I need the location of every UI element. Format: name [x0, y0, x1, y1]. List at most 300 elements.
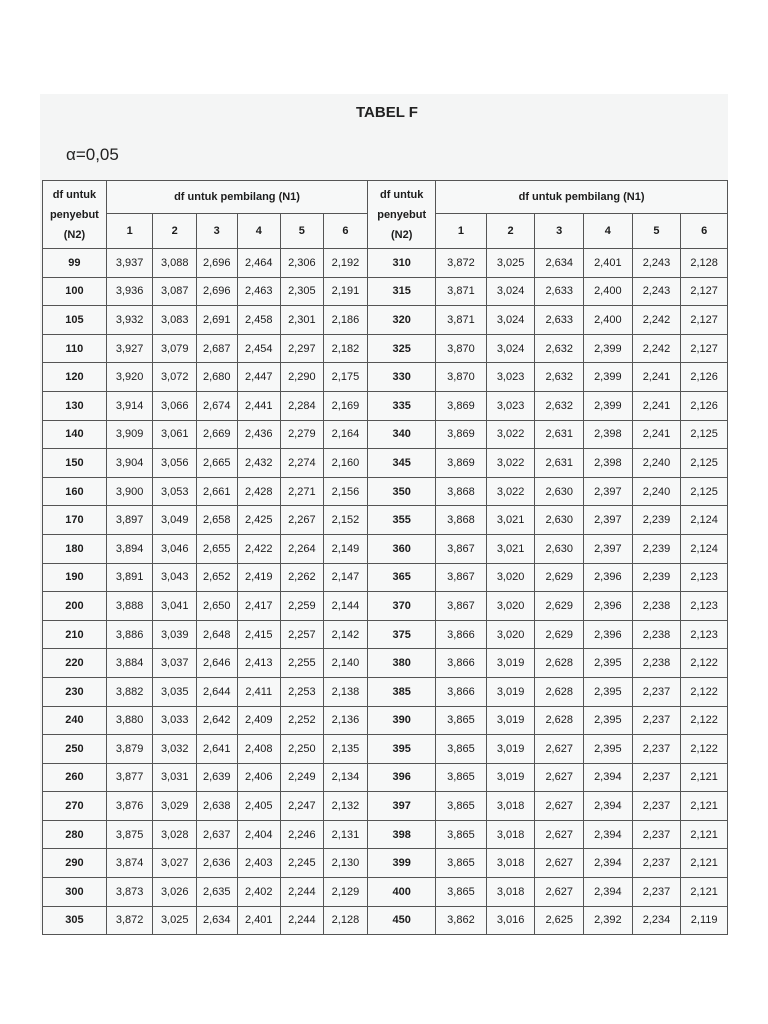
- value-cell: 2,398: [584, 449, 633, 478]
- df-cell-right: 360: [368, 534, 436, 563]
- value-cell: 3,909: [106, 420, 153, 449]
- value-cell: 2,238: [632, 620, 681, 649]
- column-header: 4: [237, 214, 281, 249]
- value-cell: 3,035: [153, 677, 197, 706]
- value-cell: 2,237: [632, 792, 681, 821]
- value-cell: 2,401: [237, 906, 281, 935]
- table-row: [43, 306, 728, 335]
- value-cell: 2,642: [196, 706, 237, 735]
- value-cell: 2,244: [281, 906, 324, 935]
- value-cell: 2,633: [535, 277, 584, 306]
- table-row: [43, 906, 728, 935]
- value-cell: 2,463: [237, 277, 281, 306]
- value-cell: 2,240: [632, 449, 681, 478]
- value-cell: 2,242: [632, 306, 681, 335]
- value-cell: 3,897: [106, 506, 153, 535]
- df-numerator-header-right: df untuk pembilang (N1): [436, 181, 728, 214]
- df-cell-left: 160: [43, 477, 107, 506]
- value-cell: 2,628: [535, 706, 584, 735]
- value-cell: 3,020: [486, 620, 535, 649]
- value-cell: 3,025: [153, 906, 197, 935]
- value-cell: 2,242: [632, 334, 681, 363]
- value-cell: 2,396: [584, 592, 633, 621]
- value-cell: 3,891: [106, 563, 153, 592]
- value-cell: 2,629: [535, 563, 584, 592]
- value-cell: 3,018: [486, 849, 535, 878]
- value-cell: 2,149: [323, 534, 368, 563]
- table-body: [43, 249, 728, 935]
- value-cell: 2,674: [196, 391, 237, 420]
- value-cell: 3,018: [486, 792, 535, 821]
- df-cell-right: 315: [368, 277, 436, 306]
- value-cell: 3,019: [486, 735, 535, 764]
- value-cell: 3,031: [153, 763, 197, 792]
- value-cell: 2,241: [632, 391, 681, 420]
- value-cell: 2,259: [281, 592, 324, 621]
- value-cell: 2,691: [196, 306, 237, 335]
- value-cell: 3,875: [106, 820, 153, 849]
- value-cell: 3,868: [436, 477, 487, 506]
- value-cell: 2,121: [681, 792, 728, 821]
- df-cell-right: 320: [368, 306, 436, 335]
- value-cell: 2,415: [237, 620, 281, 649]
- value-cell: 2,121: [681, 849, 728, 878]
- value-cell: 2,635: [196, 878, 237, 907]
- value-cell: 2,125: [681, 449, 728, 478]
- value-cell: 2,127: [681, 306, 728, 335]
- value-cell: 2,132: [323, 792, 368, 821]
- df-cell-left: 250: [43, 735, 107, 764]
- value-cell: 3,041: [153, 592, 197, 621]
- value-cell: 2,627: [535, 878, 584, 907]
- value-cell: 2,641: [196, 735, 237, 764]
- value-cell: 2,400: [584, 277, 633, 306]
- value-cell: 2,464: [237, 249, 281, 278]
- df-cell-right: 370: [368, 592, 436, 621]
- column-header: 2: [486, 214, 535, 249]
- value-cell: 3,879: [106, 735, 153, 764]
- column-header: 6: [681, 214, 728, 249]
- value-cell: 2,246: [281, 820, 324, 849]
- value-cell: 2,134: [323, 763, 368, 792]
- value-cell: 3,056: [153, 449, 197, 478]
- value-cell: 3,019: [486, 649, 535, 678]
- value-cell: 3,039: [153, 620, 197, 649]
- value-cell: 2,129: [323, 878, 368, 907]
- df-denominator-line-3: (N2): [390, 228, 413, 241]
- value-cell: 2,237: [632, 706, 681, 735]
- value-cell: 2,401: [584, 249, 633, 278]
- df-cell-left: 130: [43, 391, 107, 420]
- value-cell: 3,884: [106, 649, 153, 678]
- value-cell: 2,123: [681, 592, 728, 621]
- value-cell: 2,252: [281, 706, 324, 735]
- value-cell: 3,936: [106, 277, 153, 306]
- value-cell: 2,632: [535, 334, 584, 363]
- value-cell: 3,894: [106, 534, 153, 563]
- df-cell-left: 300: [43, 878, 107, 907]
- value-cell: 2,632: [535, 363, 584, 392]
- value-cell: 2,394: [584, 763, 633, 792]
- value-cell: 2,186: [323, 306, 368, 335]
- df-cell-right: 395: [368, 735, 436, 764]
- column-header: 3: [535, 214, 584, 249]
- value-cell: 2,122: [681, 649, 728, 678]
- value-cell: 2,192: [323, 249, 368, 278]
- df-cell-right: 375: [368, 620, 436, 649]
- table-row: [43, 820, 728, 849]
- value-cell: 2,395: [584, 649, 633, 678]
- value-cell: 2,122: [681, 706, 728, 735]
- value-cell: 2,631: [535, 420, 584, 449]
- value-cell: 3,877: [106, 763, 153, 792]
- value-cell: 2,398: [584, 420, 633, 449]
- df-cell-left: 190: [43, 563, 107, 592]
- value-cell: 2,257: [281, 620, 324, 649]
- df-numerator-header-left: df untuk pembilang (N1): [106, 181, 367, 214]
- value-cell: 2,413: [237, 649, 281, 678]
- value-cell: 3,869: [436, 391, 487, 420]
- df-cell-right: 398: [368, 820, 436, 849]
- df-cell-right: 340: [368, 420, 436, 449]
- value-cell: 2,234: [632, 906, 681, 935]
- value-cell: 2,408: [237, 735, 281, 764]
- value-cell: 2,128: [323, 906, 368, 935]
- value-cell: 2,121: [681, 763, 728, 792]
- value-cell: 2,255: [281, 649, 324, 678]
- value-cell: 3,865: [436, 820, 487, 849]
- value-cell: 2,138: [323, 677, 368, 706]
- value-cell: 2,696: [196, 249, 237, 278]
- value-cell: 3,019: [486, 763, 535, 792]
- value-cell: 3,867: [436, 592, 487, 621]
- value-cell: 2,131: [323, 820, 368, 849]
- value-cell: 3,027: [153, 849, 197, 878]
- alpha-level: α=0,05: [66, 145, 119, 164]
- value-cell: 2,630: [535, 506, 584, 535]
- table-row: [43, 363, 728, 392]
- value-cell: 2,630: [535, 477, 584, 506]
- value-cell: 2,411: [237, 677, 281, 706]
- value-cell: 3,028: [153, 820, 197, 849]
- value-cell: 2,305: [281, 277, 324, 306]
- value-cell: 3,882: [106, 677, 153, 706]
- table-row: [43, 735, 728, 764]
- df-cell-left: 280: [43, 820, 107, 849]
- value-cell: 3,900: [106, 477, 153, 506]
- column-header: 1: [436, 214, 487, 249]
- value-cell: 2,250: [281, 735, 324, 764]
- table-row: [43, 620, 728, 649]
- df-cell-right: 399: [368, 849, 436, 878]
- value-cell: 2,126: [681, 391, 728, 420]
- value-cell: 2,395: [584, 706, 633, 735]
- df-cell-right: 397: [368, 792, 436, 821]
- value-cell: 2,665: [196, 449, 237, 478]
- df-cell-left: 210: [43, 620, 107, 649]
- value-cell: 2,394: [584, 792, 633, 821]
- df-denominator-line-2: penyebut: [49, 208, 99, 221]
- value-cell: 2,124: [681, 506, 728, 535]
- value-cell: 3,046: [153, 534, 197, 563]
- value-cell: 2,652: [196, 563, 237, 592]
- table-row: [43, 277, 728, 306]
- value-cell: 2,160: [323, 449, 368, 478]
- table-row: [43, 878, 728, 907]
- value-cell: 2,658: [196, 506, 237, 535]
- value-cell: 2,392: [584, 906, 633, 935]
- value-cell: 2,122: [681, 735, 728, 764]
- value-cell: 2,402: [237, 878, 281, 907]
- table-row: [43, 334, 728, 363]
- value-cell: 2,628: [535, 649, 584, 678]
- table-row: [43, 534, 728, 563]
- df-cell-left: 305: [43, 906, 107, 935]
- df-cell-left: 230: [43, 677, 107, 706]
- value-cell: 3,865: [436, 706, 487, 735]
- value-cell: 2,238: [632, 592, 681, 621]
- table-row: [43, 649, 728, 678]
- value-cell: 2,156: [323, 477, 368, 506]
- value-cell: 3,920: [106, 363, 153, 392]
- value-cell: 2,301: [281, 306, 324, 335]
- df-cell-right: 450: [368, 906, 436, 935]
- value-cell: 3,020: [486, 592, 535, 621]
- value-cell: 2,127: [681, 277, 728, 306]
- value-cell: 2,244: [281, 878, 324, 907]
- value-cell: 2,306: [281, 249, 324, 278]
- value-cell: 3,880: [106, 706, 153, 735]
- value-cell: 2,627: [535, 763, 584, 792]
- value-cell: 2,397: [584, 477, 633, 506]
- column-header: 5: [632, 214, 681, 249]
- value-cell: 2,661: [196, 477, 237, 506]
- value-cell: 2,125: [681, 477, 728, 506]
- df-cell-left: 270: [43, 792, 107, 821]
- value-cell: 2,447: [237, 363, 281, 392]
- value-cell: 2,123: [681, 563, 728, 592]
- table-title: TABEL F: [356, 104, 418, 121]
- value-cell: 2,425: [237, 506, 281, 535]
- value-cell: 3,016: [486, 906, 535, 935]
- value-cell: 2,135: [323, 735, 368, 764]
- value-cell: 3,870: [436, 334, 487, 363]
- value-cell: 2,121: [681, 878, 728, 907]
- value-cell: 2,191: [323, 277, 368, 306]
- df-denominator-header-left: [43, 181, 107, 249]
- value-cell: 2,633: [535, 306, 584, 335]
- value-cell: 3,937: [106, 249, 153, 278]
- table-row: [43, 592, 728, 621]
- df-cell-right: 330: [368, 363, 436, 392]
- value-cell: 3,927: [106, 334, 153, 363]
- value-cell: 2,628: [535, 677, 584, 706]
- value-cell: 2,629: [535, 620, 584, 649]
- df-cell-left: 220: [43, 649, 107, 678]
- df-cell-left: 110: [43, 334, 107, 363]
- value-cell: 2,147: [323, 563, 368, 592]
- value-cell: 3,914: [106, 391, 153, 420]
- value-cell: 2,124: [681, 534, 728, 563]
- value-cell: 2,140: [323, 649, 368, 678]
- value-cell: 3,865: [436, 792, 487, 821]
- value-cell: 3,024: [486, 277, 535, 306]
- value-cell: 3,088: [153, 249, 197, 278]
- value-cell: 3,873: [106, 878, 153, 907]
- value-cell: 2,394: [584, 820, 633, 849]
- df-denominator-line-2: penyebut: [377, 208, 427, 221]
- df-cell-left: 120: [43, 363, 107, 392]
- value-cell: 2,397: [584, 534, 633, 563]
- value-cell: 2,267: [281, 506, 324, 535]
- value-cell: 3,072: [153, 363, 197, 392]
- value-cell: 2,395: [584, 735, 633, 764]
- df-cell-right: 335: [368, 391, 436, 420]
- df-cell-right: 400: [368, 878, 436, 907]
- df-cell-right: 350: [368, 477, 436, 506]
- value-cell: 3,022: [486, 420, 535, 449]
- value-cell: 3,904: [106, 449, 153, 478]
- column-header: 2: [153, 214, 197, 249]
- value-cell: 2,636: [196, 849, 237, 878]
- value-cell: 3,019: [486, 677, 535, 706]
- f-distribution-table: [42, 180, 728, 935]
- value-cell: 2,119: [681, 906, 728, 935]
- value-cell: 2,243: [632, 249, 681, 278]
- value-cell: 3,022: [486, 477, 535, 506]
- value-cell: 3,053: [153, 477, 197, 506]
- value-cell: 2,122: [681, 677, 728, 706]
- df-cell-left: 170: [43, 506, 107, 535]
- value-cell: 2,262: [281, 563, 324, 592]
- value-cell: 2,245: [281, 849, 324, 878]
- value-cell: 2,687: [196, 334, 237, 363]
- value-cell: 3,061: [153, 420, 197, 449]
- df-cell-right: 310: [368, 249, 436, 278]
- value-cell: 2,417: [237, 592, 281, 621]
- value-cell: 2,409: [237, 706, 281, 735]
- value-cell: 2,696: [196, 277, 237, 306]
- table-row: [43, 249, 728, 278]
- value-cell: 3,083: [153, 306, 197, 335]
- value-cell: 2,639: [196, 763, 237, 792]
- value-cell: 3,018: [486, 820, 535, 849]
- value-cell: 2,239: [632, 534, 681, 563]
- value-cell: 2,249: [281, 763, 324, 792]
- value-cell: 3,865: [436, 849, 487, 878]
- value-cell: 2,454: [237, 334, 281, 363]
- value-cell: 3,032: [153, 735, 197, 764]
- table-row: [43, 563, 728, 592]
- value-cell: 2,253: [281, 677, 324, 706]
- value-cell: 2,126: [681, 363, 728, 392]
- value-cell: 3,867: [436, 534, 487, 563]
- value-cell: 3,023: [486, 363, 535, 392]
- table-row: [43, 849, 728, 878]
- df-cell-right: 396: [368, 763, 436, 792]
- value-cell: 2,274: [281, 449, 324, 478]
- value-cell: 3,049: [153, 506, 197, 535]
- value-cell: 2,239: [632, 563, 681, 592]
- value-cell: 3,021: [486, 534, 535, 563]
- value-cell: 2,630: [535, 534, 584, 563]
- table-row: [43, 506, 728, 535]
- df-cell-left: 99: [43, 249, 107, 278]
- df-cell-right: 365: [368, 563, 436, 592]
- value-cell: 2,680: [196, 363, 237, 392]
- column-header: 3: [196, 214, 237, 249]
- value-cell: 3,026: [153, 878, 197, 907]
- value-cell: 3,029: [153, 792, 197, 821]
- value-cell: 2,121: [681, 820, 728, 849]
- value-cell: 3,037: [153, 649, 197, 678]
- df-cell-right: 385: [368, 677, 436, 706]
- value-cell: 2,279: [281, 420, 324, 449]
- value-cell: 3,876: [106, 792, 153, 821]
- table-row: [43, 706, 728, 735]
- value-cell: 3,066: [153, 391, 197, 420]
- value-cell: 3,022: [486, 449, 535, 478]
- value-cell: 3,021: [486, 506, 535, 535]
- value-cell: 2,144: [323, 592, 368, 621]
- table-row: [43, 420, 728, 449]
- value-cell: 2,169: [323, 391, 368, 420]
- value-cell: 2,237: [632, 677, 681, 706]
- value-cell: 2,395: [584, 677, 633, 706]
- value-cell: 2,164: [323, 420, 368, 449]
- value-cell: 2,394: [584, 878, 633, 907]
- value-cell: 3,018: [486, 878, 535, 907]
- value-cell: 3,868: [436, 506, 487, 535]
- value-cell: 3,865: [436, 735, 487, 764]
- value-cell: 2,458: [237, 306, 281, 335]
- value-cell: 3,033: [153, 706, 197, 735]
- value-cell: 3,865: [436, 878, 487, 907]
- value-cell: 2,271: [281, 477, 324, 506]
- value-cell: 2,625: [535, 906, 584, 935]
- value-cell: 3,019: [486, 706, 535, 735]
- df-cell-left: 200: [43, 592, 107, 621]
- value-cell: 3,043: [153, 563, 197, 592]
- value-cell: 2,241: [632, 420, 681, 449]
- value-cell: 3,025: [486, 249, 535, 278]
- df-cell-left: 290: [43, 849, 107, 878]
- value-cell: 2,396: [584, 620, 633, 649]
- value-cell: 2,123: [681, 620, 728, 649]
- value-cell: 3,886: [106, 620, 153, 649]
- value-cell: 2,404: [237, 820, 281, 849]
- table-row: [43, 763, 728, 792]
- table-row: [43, 477, 728, 506]
- value-cell: 2,655: [196, 534, 237, 563]
- df-cell-left: 105: [43, 306, 107, 335]
- value-cell: 2,405: [237, 792, 281, 821]
- value-cell: 3,871: [436, 306, 487, 335]
- value-cell: 2,650: [196, 592, 237, 621]
- value-cell: 2,237: [632, 849, 681, 878]
- value-cell: 2,669: [196, 420, 237, 449]
- df-cell-right: 325: [368, 334, 436, 363]
- value-cell: 2,436: [237, 420, 281, 449]
- value-cell: 2,638: [196, 792, 237, 821]
- df-cell-right: 380: [368, 649, 436, 678]
- value-cell: 2,394: [584, 849, 633, 878]
- column-header: 6: [323, 214, 368, 249]
- value-cell: 2,627: [535, 735, 584, 764]
- table-row: [43, 677, 728, 706]
- value-cell: 3,023: [486, 391, 535, 420]
- df-cell-left: 150: [43, 449, 107, 478]
